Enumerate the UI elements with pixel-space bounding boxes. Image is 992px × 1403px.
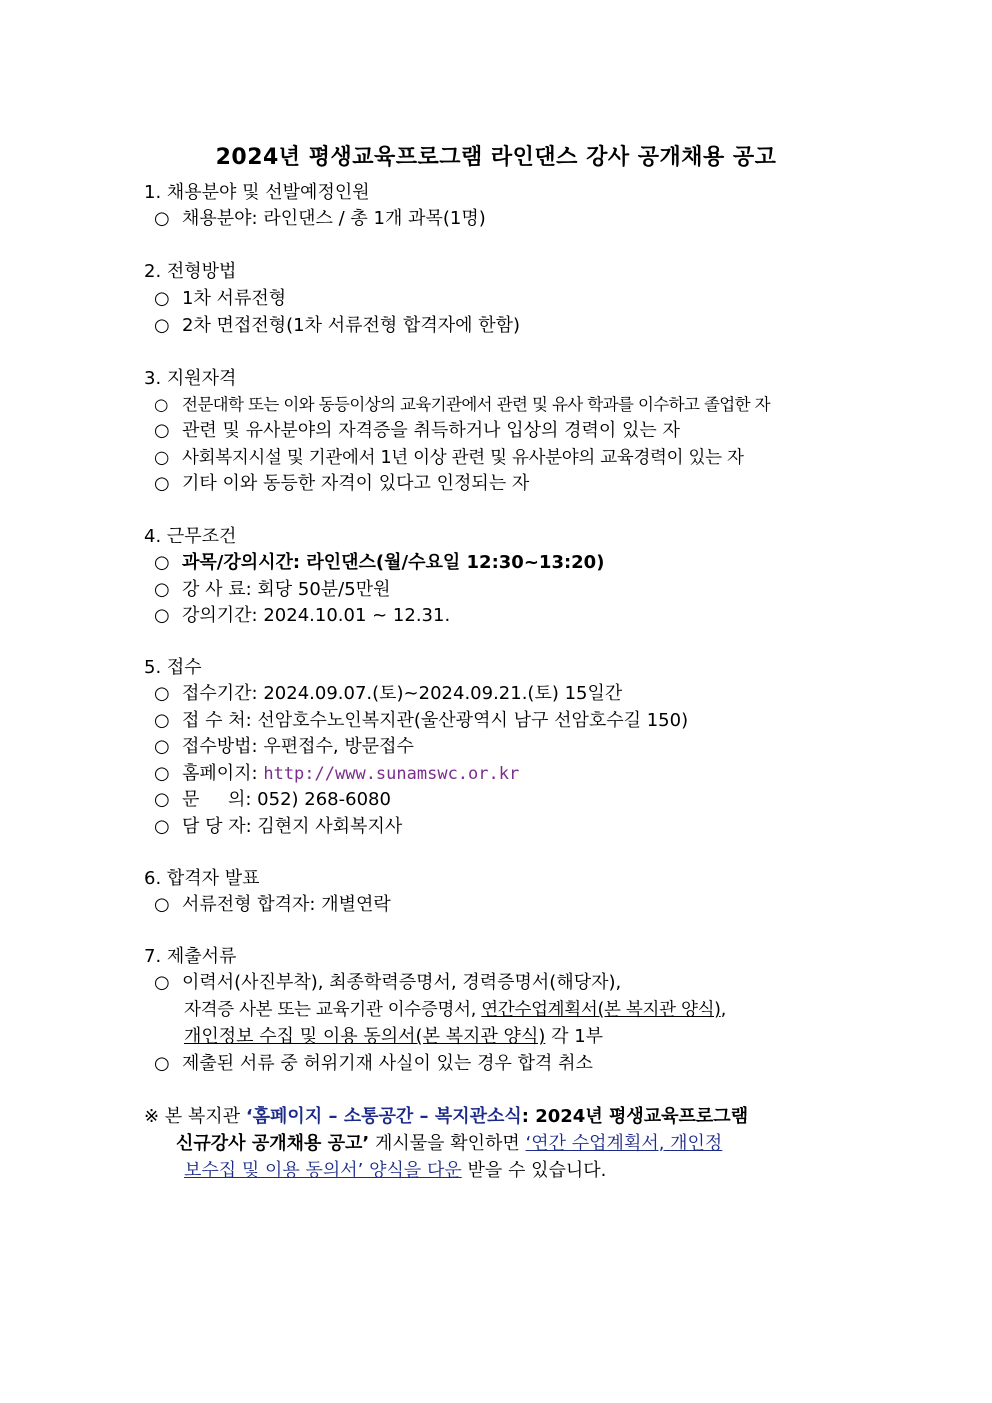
section-3-item-2: ○ 관련 및 유사분야의 자격증을 취득하거나 입상의 경력이 있는 자 [154, 420, 680, 441]
section-4-item-1: ○ 과목/강의시간: 라인댄스(월/수요일 12:30~13:20) [154, 552, 605, 573]
note-line-1: ※ 본 복지관 ‘홈페이지 – 소통공간 – 복지관소식: 2024년 평생교육프로그램 [144, 1106, 749, 1127]
bullet-icon: ○ [154, 473, 170, 494]
section-7-item-1-cont-1: 자격증 사본 또는 교육기관 이수증명서, 연간수업계획서(본 복지관 양식), [184, 1000, 726, 1020]
bullet-icon: ○ [154, 789, 170, 810]
section-1-item-1: ○ 채용분야: 라인댄스 / 총 1개 과목(1명) [154, 208, 486, 229]
bullet-icon: ○ [154, 683, 170, 704]
section-3-item-4: ○ 기타 이와 동등한 자격이 있다고 인정되는 자 [154, 473, 530, 494]
bullet-icon: ○ [154, 315, 170, 336]
section-5-item-6: ○ 담 당 자: 김현지 사회복지사 [154, 816, 403, 837]
section-2-heading: 2. 전형방법 [144, 261, 237, 282]
page-title: 2024년 평생교육프로그램 라인댄스 강사 공개채용 공고 [215, 145, 777, 170]
section-2-item-1: ○ 1차 서류전형 [154, 288, 287, 309]
section-2-item-2: ○ 2차 면접전형(1차 서류전형 합격자에 한함) [154, 315, 521, 336]
section-4-item-3: ○ 강의기간: 2024.10.01 ~ 12.31. [154, 605, 451, 626]
bullet-icon: ○ [154, 763, 170, 784]
section-7-heading: 7. 제출서류 [144, 946, 237, 967]
section-5-item-2: ○ 접 수 처: 선암호수노인복지관(울산광역시 남구 선암호수길 150) [154, 710, 689, 731]
section-5-item-5: ○ 문 의: 052) 268-6080 [154, 789, 391, 810]
section-5-heading: 5. 접수 [144, 657, 202, 678]
section-5-item-3: ○ 접수방법: 우편접수, 방문접수 [154, 736, 414, 757]
section-7-item-2: ○ 제출된 서류 중 허위기재 사실이 있는 경우 합격 취소 [154, 1053, 593, 1074]
bullet-icon: ○ [154, 605, 170, 626]
bullet-icon: ○ [154, 288, 170, 309]
section-3-item-1: ○ 전문대학 또는 이와 동등이상의 교육기관에서 관련 및 유사 학과를 이수하고 졸업한 자 [154, 395, 770, 414]
section-5-item-1: ○ 접수기간: 2024.09.07.(토)~2024.09.21.(토) 15일간 [154, 683, 623, 704]
forms-download-text-2: 보수집 및 이용 동의서’ 양식을 다운 [184, 1160, 462, 1181]
bullet-icon: ○ [154, 736, 170, 757]
bullet-icon: ○ [154, 1053, 170, 1074]
bullet-icon: ○ [154, 552, 170, 573]
bullet-icon: ○ [154, 894, 170, 915]
bullet-icon: ○ [154, 579, 170, 600]
section-6-heading: 6. 합격자 발표 [144, 868, 260, 889]
homepage-link[interactable]: http://www.sunamswc.or.kr [263, 764, 520, 784]
bullet-icon: ○ [154, 208, 170, 229]
notice-path: 홈페이지 – 소통공간 – 복지관소식 [252, 1106, 522, 1127]
section-7-item-1-cont-2: 개인정보 수집 및 이용 동의서(본 복지관 양식) 각 1부 [184, 1026, 604, 1047]
section-3-heading: 3. 지원자격 [144, 368, 237, 389]
bullet-icon: ○ [154, 972, 170, 993]
bullet-icon: ○ [154, 395, 168, 414]
forms-download-text-1: 연간 수업계획서, 개인정 [531, 1133, 723, 1154]
section-5-item-4: ○ 홈페이지: http://www.sunamswc.or.kr [154, 763, 520, 784]
bullet-icon: ○ [154, 816, 170, 837]
section-1-heading: 1. 채용분야 및 선발예정인원 [144, 182, 370, 203]
bullet-icon: ○ [154, 420, 170, 441]
bullet-icon: ○ [154, 710, 170, 731]
bullet-icon: ○ [154, 448, 169, 468]
note-line-2: 신규강사 공개채용 공고’ 게시물을 확인하면 ‘연간 수업계획서, 개인정 [176, 1133, 723, 1154]
note-line-3: 보수집 및 이용 동의서’ 양식을 다운 받을 수 있습니다. [184, 1160, 607, 1181]
section-6-item-1: ○ 서류전형 합격자: 개별연락 [154, 894, 391, 915]
section-3-item-3: ○ 사회복지시설 및 기관에서 1년 이상 관련 및 유사분야의 교육경력이 있는 자 [154, 448, 744, 468]
section-4-item-2: ○ 강 사 료: 회당 50분/5만원 [154, 579, 391, 600]
section-7-item-1: ○ 이력서(사진부착), 최종학력증명서, 경력증명서(해당자), [154, 972, 622, 993]
section-4-heading: 4. 근무조건 [144, 526, 237, 547]
